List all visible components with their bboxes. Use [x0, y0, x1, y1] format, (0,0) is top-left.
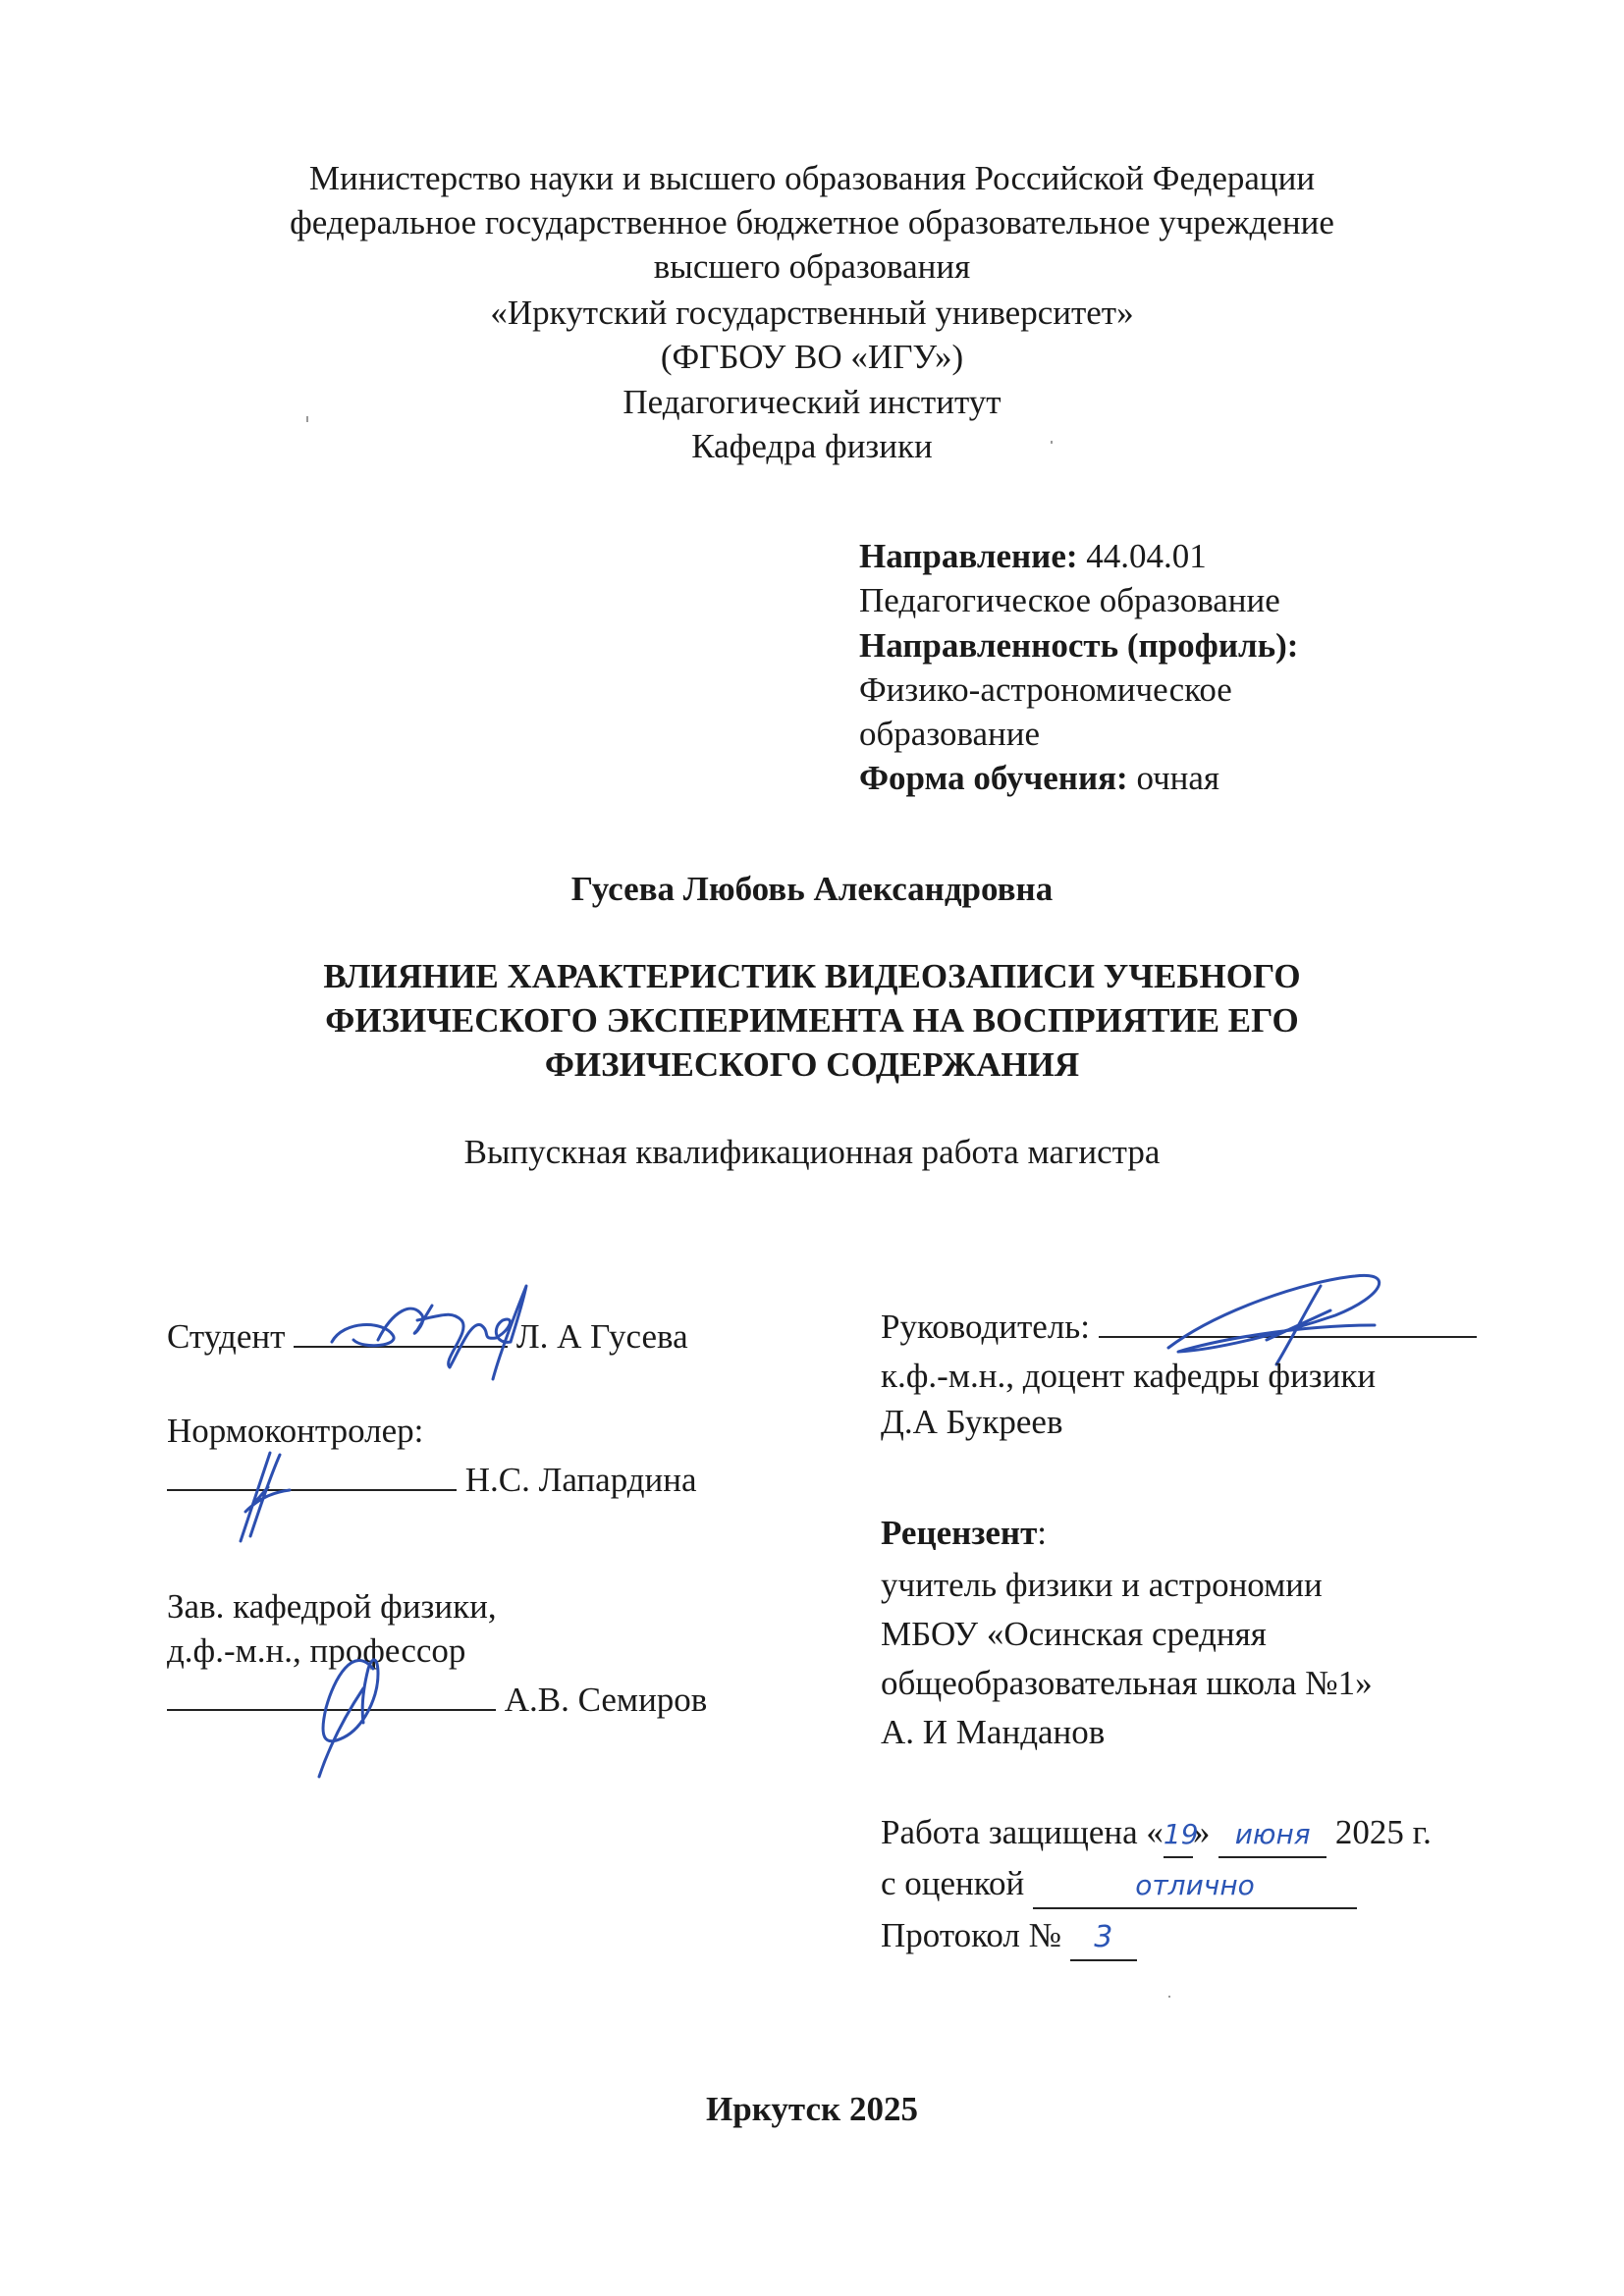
thesis-title-line-2: ФИЗИЧЕСКОГО ЭКСПЕРИМЕНТА НА ВОСПРИЯТИЕ ЕГО [325, 1001, 1299, 1040]
profile-line-1: Физико-астрономическое [859, 670, 1232, 709]
supervisor-label: Руководитель: [881, 1308, 1090, 1346]
institute-line: Педагогический институт [623, 383, 1001, 421]
defense-prefix: Работа защищена « [881, 1813, 1164, 1851]
head-label-line-1: Зав. кафедрой физики, [167, 1587, 497, 1626]
defense-date-line [881, 1811, 1432, 1858]
direction-name: Педагогическое образование [859, 581, 1280, 619]
study-form-label: Форма обучения: [859, 759, 1128, 797]
thesis-title-line-1: ВЛИЯНИЕ ХАРАКТЕРИСТИК ВИДЕОЗАПИСИ УЧЕБНОГО [323, 957, 1301, 995]
defense-month: июня [1218, 1813, 1326, 1858]
normcontrol-signature-field [167, 1460, 457, 1491]
profile-label: Направленность (профиль): [859, 626, 1299, 665]
defense-quote-close: » [1192, 1813, 1211, 1851]
reviewer-school-line-2: общеобразовательная школа №1» [881, 1664, 1373, 1702]
study-form-value: очная [1136, 759, 1220, 797]
reviewer-name: А. И Манданов [881, 1713, 1106, 1751]
protocol-line [881, 1914, 1137, 1961]
direction-code: 44.04.01 [1086, 537, 1207, 575]
reviewer-colon: : [1037, 1514, 1048, 1552]
author-name: Гусева Любовь Александровна [570, 870, 1054, 908]
student-signature-line [167, 1315, 688, 1359]
scan-speck [306, 416, 308, 422]
supervisor-title: к.ф.-м.н., доцент кафедры физики [881, 1357, 1377, 1395]
scan-speck [1168, 1996, 1170, 1998]
profile-line-2: образование [859, 715, 1041, 753]
ministry-line: Министерство науки и высшего образования Российской Федерации [308, 159, 1316, 197]
student-label: Студент [167, 1317, 286, 1356]
city-year: Иркутск 2025 [706, 2090, 918, 2128]
study-form-line [859, 757, 1219, 800]
scan-speck [1051, 441, 1053, 444]
reviewer-position: учитель физики и астрономии [881, 1566, 1323, 1604]
institution-type-line: федеральное государственное бюджетное образовательное учреждение [290, 203, 1334, 241]
head-signature-line [167, 1679, 707, 1722]
defense-year: 2025 г. [1334, 1813, 1432, 1851]
direction-label: Направление: [859, 537, 1078, 575]
grade-label: с оценкой [881, 1864, 1025, 1902]
defense-grade: отлично [1033, 1864, 1357, 1909]
thesis-title-line-3: ФИЗИЧЕСКОГО СОДЕРЖАНИЯ [544, 1045, 1080, 1084]
direction-line [859, 535, 1207, 578]
student-signature-field [294, 1316, 508, 1348]
supervisor-name: Д.А Букреев [881, 1403, 1063, 1441]
supervisor-signature-field [1099, 1307, 1477, 1338]
university-abbr-line: (ФГБОУ ВО «ИГУ») [660, 338, 964, 376]
reviewer-heading [881, 1512, 1047, 1555]
education-level-line: высшего образования [653, 247, 971, 286]
protocol-number: 3 [1070, 1916, 1137, 1961]
reviewer-label: Рецензент [881, 1514, 1038, 1552]
head-signature-field [167, 1680, 496, 1711]
defense-grade-line [881, 1862, 1357, 1909]
normcontrol-name: Н.С. Лапардина [464, 1461, 697, 1499]
reviewer-school-line-1: МБОУ «Осинская средняя [881, 1615, 1267, 1653]
normcontrol-label: Нормоконтролер: [167, 1412, 424, 1450]
supervisor-signature-line [881, 1306, 1477, 1349]
head-name: А.В. Семиров [504, 1681, 708, 1719]
defense-day: 19 [1164, 1813, 1193, 1858]
normcontrol-signature-line [167, 1459, 697, 1502]
protocol-label: Протокол № [881, 1916, 1062, 1954]
department-line: Кафедра физики [691, 427, 933, 465]
student-name: Л. А Гусева [515, 1317, 688, 1356]
university-name-line: «Иркутский государственный университет» [490, 294, 1134, 332]
work-type: Выпускная квалификационная работа магистра [463, 1133, 1161, 1171]
head-label-line-2: д.ф.-м.н., профессор [167, 1631, 466, 1670]
